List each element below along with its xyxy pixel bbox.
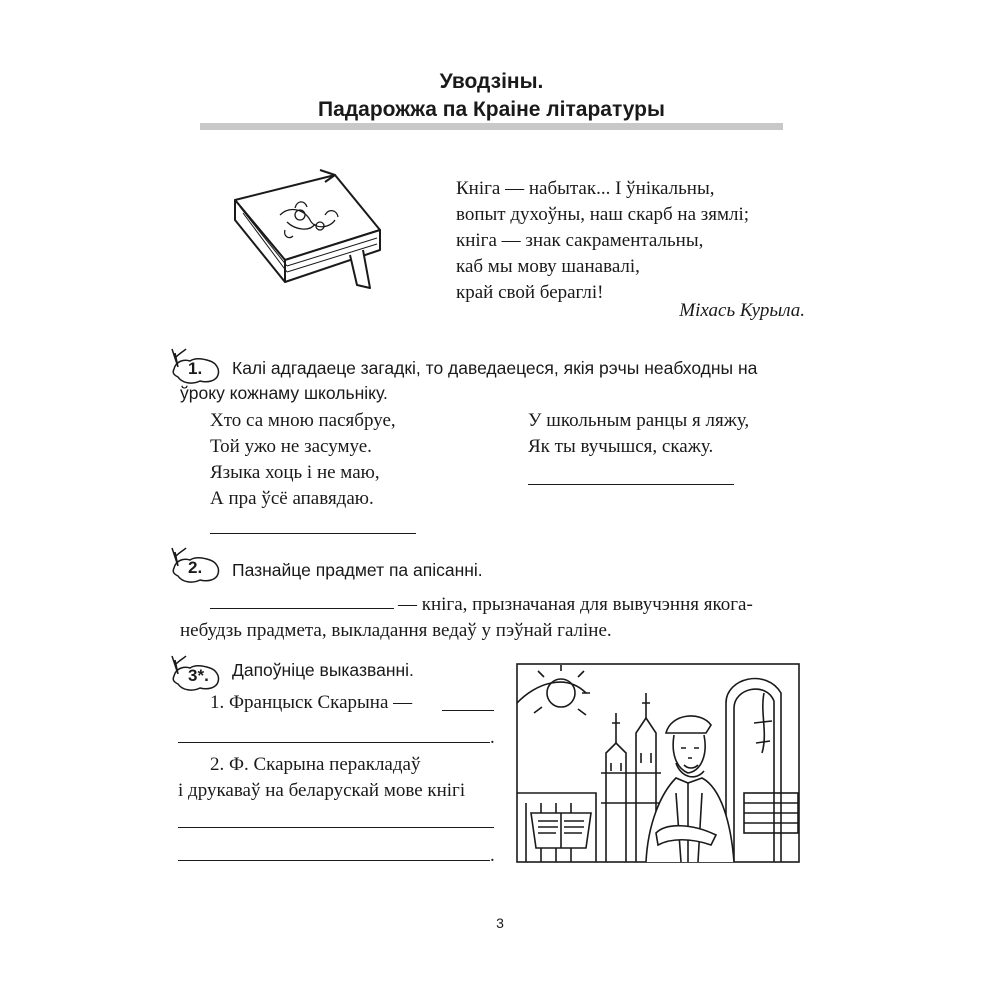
riddle-1 xyxy=(210,408,396,512)
page-number: 3 xyxy=(496,915,504,931)
poem-line: каб мы мову шанавалі, xyxy=(456,256,640,277)
answer-line-riddle-1[interactable] xyxy=(210,533,416,534)
answer-line-item2-a[interactable] xyxy=(178,827,494,828)
task3-item1: 1. Францыск Скарына — xyxy=(210,692,413,713)
answer-line-item1-a[interactable] xyxy=(442,710,494,711)
poem-line: Кніга — набытак... І ўнікальны, xyxy=(456,178,715,199)
answer-line-task2[interactable] xyxy=(210,608,394,609)
item2-period: . xyxy=(490,845,495,866)
item1-period: . xyxy=(490,727,495,748)
task2-text: Пазнайце прадмет па апісанні. xyxy=(232,560,483,580)
page-title-line1: Уводзіны. xyxy=(439,70,544,93)
riddle-line: А пра ўсё апавядаю. xyxy=(210,488,374,509)
skaryna-illustration xyxy=(516,663,800,863)
task3-item2-line2: і друкаваў на беларускай мове кнігі xyxy=(178,780,466,801)
task3-text: Дапоўніце выказванні. xyxy=(232,660,414,680)
riddle-2 xyxy=(528,408,749,460)
task-marker-2 xyxy=(170,546,226,586)
epigraph-poem xyxy=(456,176,749,306)
answer-line-item1-b[interactable] xyxy=(178,742,490,743)
task-number: 3*. xyxy=(188,666,209,685)
task1-text-line1: Калі адгадаеце загадкі, то даведаецеся, якія рэчы неабходны на xyxy=(232,358,758,378)
epigraph-author: Міхась Курыла. xyxy=(679,300,805,321)
title-divider xyxy=(200,123,783,130)
riddle-line: У школьным ранцы я ляжу, xyxy=(528,410,750,431)
poem-line: вопыт духоўны, наш скарб на зямлі; xyxy=(456,204,750,225)
poem-line: край свой бераглі! xyxy=(456,282,604,303)
riddle-line: Як ты вучышся, скажу. xyxy=(528,436,714,457)
riddle-line: Хто са мною пасябруе, xyxy=(210,410,396,431)
task2-definition-line1: — кніга, прызначаная для вывучэння якога- xyxy=(398,594,753,615)
book-illustration xyxy=(225,160,385,300)
task-marker-3 xyxy=(170,654,226,694)
page-title-line2: Падарожжа па Краіне літаратуры xyxy=(318,98,665,121)
answer-line-riddle-2[interactable] xyxy=(528,484,734,485)
task-number: 1. xyxy=(188,359,203,378)
task2-definition-line2: небудзь прадмета, выкладання ведаў у пэўнай галіне. xyxy=(180,620,612,641)
poem-line: кніга — знак сакраментальны, xyxy=(456,230,704,251)
task1-text-line2: ўроку кожнаму школьніку. xyxy=(180,383,388,403)
riddle-line: Языка хоць і не маю, xyxy=(210,462,380,483)
riddle-line: Той ужо не засумуе. xyxy=(210,436,372,457)
task3-item2-line1: 2. Ф. Скарына перакладаў xyxy=(210,754,421,775)
answer-line-item2-b[interactable] xyxy=(178,860,490,861)
task-number: 2. xyxy=(188,558,203,577)
